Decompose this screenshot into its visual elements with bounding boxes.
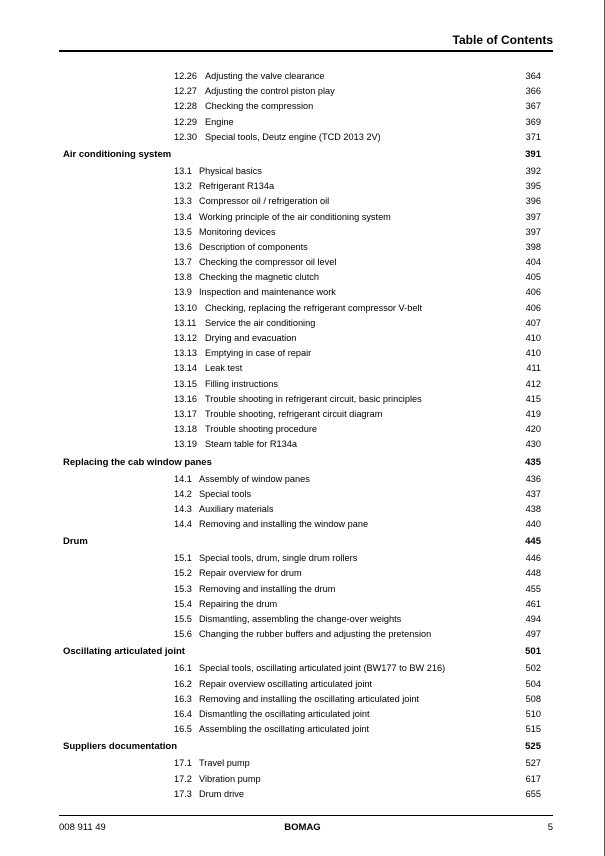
toc-entry[interactable] [0, 772, 605, 787]
toc-entry-page: 455 [525, 583, 541, 594]
toc-entry-number: 13.4 [174, 211, 192, 222]
toc-entry-title: Dismantling the oscillating articulated joint [199, 708, 370, 719]
toc-entry[interactable] [0, 99, 605, 114]
toc-entry-number: 12.30 [174, 131, 197, 142]
toc-entry-page: 420 [525, 424, 541, 435]
toc-entry-page: 397 [525, 211, 541, 222]
toc-entry-page: 398 [525, 241, 541, 252]
toc-entry-title: Drum drive [199, 788, 244, 799]
toc-chapter-title: Suppliers documentation [63, 741, 178, 753]
toc-entry-number: 17.2 [174, 773, 192, 784]
toc-entry-number: 13.3 [174, 196, 192, 207]
toc-entry-title: Assembling the oscillating articulated joint [199, 724, 370, 735]
toc-entry[interactable] [0, 502, 605, 517]
toc-chapter[interactable] [0, 738, 605, 755]
toc-entry-title: Filling instructions [205, 378, 279, 389]
toc-entry-title: Repair overview oscillating articulated joint [199, 678, 373, 689]
toc-entry-page: 461 [525, 598, 541, 609]
toc-chapter[interactable] [0, 146, 605, 163]
toc-entry-number: 17.1 [174, 758, 192, 769]
toc-chapter-title: Drum [63, 536, 88, 548]
toc-entry-number: 15.4 [174, 598, 192, 609]
toc-entry[interactable] [0, 707, 605, 722]
toc-entry-title: Special tools, drum, single drum rollers [199, 553, 358, 564]
toc-entry[interactable] [0, 210, 605, 225]
toc-entry-title: Special tools, Deutz engine (TCD 2013 2V) [205, 131, 381, 142]
toc-entry-number: 12.28 [174, 101, 197, 112]
toc-entry[interactable] [0, 301, 605, 316]
toc-entry[interactable] [0, 255, 605, 270]
toc-entry-title: Refrigerant R134a [199, 181, 275, 192]
toc-entry[interactable] [0, 346, 605, 361]
toc-entry[interactable] [0, 517, 605, 532]
toc-entry[interactable] [0, 130, 605, 145]
toc-entry-number: 13.12 [174, 333, 197, 343]
toc-entry-number: 16.2 [174, 678, 192, 689]
document-number: 008 911 49 [59, 822, 106, 833]
toc-entry-page: 405 [525, 272, 541, 283]
toc-entry[interactable] [0, 270, 605, 285]
toc-entry-title: Special tools, oscillating articulated joint (BW177 to BW 216) [199, 663, 446, 674]
toc-entry[interactable] [0, 566, 605, 581]
toc-entry[interactable] [0, 472, 605, 487]
toc-entry-number: 12.26 [174, 71, 197, 81]
toc-entry-page: 407 [525, 317, 541, 328]
toc-entry-number: 14.1 [174, 473, 192, 484]
toc-entry-title: Travel pump [199, 758, 250, 769]
toc-entry-number: 15.1 [174, 553, 192, 564]
brand-name: BOMAG [284, 822, 321, 833]
toc-entry-title: Emptying in case of repair [205, 348, 312, 359]
toc-chapter-page: 525 [525, 741, 541, 753]
toc-chapter-page: 391 [525, 148, 541, 160]
toc-entry[interactable] [0, 487, 605, 502]
toc-entry-number: 13.10 [174, 302, 197, 313]
toc-entry-page: 438 [525, 503, 541, 514]
toc-entry[interactable] [0, 787, 605, 802]
toc-entry[interactable] [0, 115, 605, 130]
toc-entry[interactable] [0, 84, 605, 99]
toc-entry-number: 13.19 [174, 439, 197, 450]
toc-chapter-title: Oscillating articulated joint [63, 646, 185, 658]
toc-entry-number: 13.11 [174, 317, 197, 328]
toc-entry-number: 17.3 [174, 788, 192, 799]
toc-entry-page: 410 [525, 348, 541, 359]
toc-entry-title: Changing the rubber buffers and adjusting the pretension [199, 629, 432, 640]
toc-entry-number: 16.5 [174, 724, 192, 735]
toc-entry-page: 446 [525, 553, 541, 564]
toc-entry-number: 12.29 [174, 116, 197, 127]
toc-entry-title: Vibration pump [199, 773, 261, 784]
toc-entry-page: 367 [525, 101, 541, 112]
toc-entry[interactable] [0, 627, 605, 642]
toc-entry-number: 14.4 [174, 519, 192, 530]
toc-entry-title: Working principle of the air conditioning system [199, 211, 391, 222]
toc-entry[interactable] [0, 437, 605, 452]
toc-entry-title: Steam table for R134a [205, 439, 297, 450]
toc-entry-page: 371 [525, 131, 541, 142]
toc-entry[interactable] [0, 316, 605, 331]
toc-entry[interactable] [0, 692, 605, 707]
toc-entry-page: 392 [525, 165, 541, 176]
toc-entry-number: 15.2 [174, 568, 192, 579]
toc-entry-title: Drying and evacuation [205, 333, 297, 343]
toc-entry-page: 406 [525, 287, 541, 298]
toc-entry[interactable] [0, 422, 605, 437]
toc-entry-number: 13.18 [174, 424, 197, 435]
toc-entry-page: 410 [525, 333, 541, 343]
toc-entry-title: Repair overview for drum [199, 568, 302, 579]
toc-entry-title: Adjusting the valve clearance [205, 71, 325, 81]
toc-chapter-title: Air conditioning system [63, 148, 172, 160]
toc-entry-page: 369 [525, 116, 541, 127]
toc-entry-page: 406 [525, 302, 541, 313]
toc-entry-title: Repairing the drum [199, 598, 278, 609]
toc-entry-title: Removing and installing the oscillating articulated joint [199, 693, 420, 704]
toc-entry-title: Auxiliary materials [199, 503, 274, 514]
toc-chapter-title: Replacing the cab window panes [63, 456, 212, 468]
toc-entry[interactable] [0, 225, 605, 240]
toc-entry-page: 415 [525, 393, 541, 404]
toc-entry-title: Leak test [205, 363, 243, 374]
toc-entry-page: 436 [525, 473, 541, 484]
toc-entry-number: 13.13 [174, 348, 197, 359]
toc-entry[interactable] [0, 179, 605, 194]
toc-entry-title: Trouble shooting, refrigerant circuit diagram [205, 408, 383, 419]
toc-entry[interactable] [0, 661, 605, 676]
toc-entry[interactable] [0, 756, 605, 771]
toc-entry[interactable] [0, 331, 605, 346]
toc-entry-number: 13.8 [174, 272, 192, 283]
toc-entry-number: 16.3 [174, 693, 192, 704]
toc-entry-number: 13.5 [174, 226, 192, 237]
toc-entry-number: 15.3 [174, 583, 192, 594]
toc-chapter[interactable] [0, 454, 605, 471]
header-rule [59, 50, 553, 52]
toc-entry-title: Inspection and maintenance work [199, 287, 336, 298]
toc-entry[interactable] [0, 582, 605, 597]
toc-entry-title: Removing and installing the window pane [199, 519, 369, 530]
toc-entry-page: 527 [525, 758, 541, 769]
toc-entry-number: 13.14 [174, 363, 197, 374]
toc-entry-title: Description of components [199, 241, 308, 252]
toc-entry-number: 13.15 [174, 378, 197, 389]
toc-entry-page: 617 [525, 773, 541, 784]
toc-entry[interactable] [0, 612, 605, 627]
toc-entry-page: 502 [525, 663, 541, 674]
toc-entry[interactable] [0, 69, 605, 84]
toc-entry-page: 497 [525, 629, 541, 640]
toc-entry-title: Physical basics [199, 165, 262, 176]
toc-entry-page: 397 [525, 226, 541, 237]
toc-entry-page: 655 [525, 788, 541, 799]
page-header-title: Table of Contents [452, 33, 553, 47]
toc-entry-number: 16.1 [174, 663, 192, 674]
toc-entry-title: Adjusting the control piston play [205, 86, 335, 97]
toc-chapter[interactable] [0, 643, 605, 660]
page-number: 5 [547, 822, 553, 833]
toc-entry-number: 12.27 [174, 86, 197, 97]
toc-chapter[interactable] [0, 533, 605, 550]
toc-entry-page: 508 [525, 693, 541, 704]
toc-chapter-page: 435 [525, 456, 541, 468]
toc-entry-page: 515 [525, 724, 541, 735]
toc-entry-number: 15.6 [174, 629, 192, 640]
toc-entry[interactable] [0, 722, 605, 737]
toc-entry-page: 510 [525, 708, 541, 719]
toc-entry-number: 14.2 [174, 488, 192, 499]
toc-entry-page: 396 [525, 196, 541, 207]
toc-entry-number: 13.7 [174, 257, 192, 268]
toc-entry-page: 364 [525, 71, 541, 81]
toc-entry-title: Checking the magnetic clutch [199, 272, 320, 283]
toc-entry[interactable] [0, 677, 605, 692]
toc-entry-number: 13.2 [174, 181, 192, 192]
toc-entry-title: Special tools [199, 488, 252, 499]
toc-entry-page: 430 [525, 439, 541, 450]
toc-entry[interactable] [0, 285, 605, 300]
table-of-contents [0, 69, 605, 802]
toc-entry-page: 366 [525, 86, 541, 97]
toc-entry-number: 13.17 [174, 408, 197, 419]
toc-entry-title: Trouble shooting in refrigerant circuit, basic principles [205, 393, 422, 404]
toc-entry-title: Trouble shooting procedure [205, 424, 318, 435]
toc-entry-number: 13.6 [174, 241, 192, 252]
toc-entry-number: 16.4 [174, 708, 192, 719]
toc-entry[interactable] [0, 361, 605, 376]
toc-entry-title: Checking the compression [205, 101, 314, 112]
toc-entry[interactable] [0, 240, 605, 255]
toc-entry-title: Assembly of window panes [199, 473, 310, 484]
toc-entry-title: Removing and installing the drum [199, 583, 336, 594]
toc-entry-title: Engine [205, 116, 234, 127]
toc-entry-page: 412 [525, 378, 541, 389]
toc-entry-number: 13.16 [174, 393, 197, 404]
toc-entry-title: Compressor oil / refrigeration oil [199, 196, 330, 207]
toc-entry-number: 15.5 [174, 614, 192, 624]
toc-entry[interactable] [0, 597, 605, 612]
toc-entry-title: Checking, replacing the refrigerant compressor V-belt [205, 302, 423, 313]
footer-rule [59, 815, 553, 816]
toc-entry[interactable] [0, 551, 605, 566]
toc-entry[interactable] [0, 377, 605, 392]
toc-entry-page: 504 [525, 678, 541, 689]
toc-entry-page: 419 [525, 408, 541, 419]
toc-entry[interactable] [0, 164, 605, 179]
toc-entry-page: 437 [525, 488, 541, 499]
toc-entry[interactable] [0, 194, 605, 209]
toc-entry-page: 448 [525, 568, 541, 579]
toc-entry-page: 494 [525, 614, 541, 624]
toc-chapter-page: 501 [525, 646, 541, 658]
toc-chapter-page: 445 [525, 536, 541, 548]
toc-entry-number: 13.1 [174, 165, 192, 176]
toc-entry-number: 14.3 [174, 503, 192, 514]
toc-entry-number: 13.9 [174, 287, 192, 298]
toc-entry-title: Service the air conditioning [205, 317, 316, 328]
toc-entry-page: 411 [526, 363, 541, 374]
toc-entry-page: 404 [525, 257, 541, 268]
toc-entry-title: Dismantling, assembling the change-over weights [199, 614, 402, 624]
toc-entry-page: 440 [525, 519, 541, 530]
toc-entry[interactable] [0, 392, 605, 407]
toc-entry-page: 395 [525, 181, 541, 192]
toc-entry-title: Monitoring devices [199, 226, 276, 237]
toc-entry-title: Checking the compressor oil level [199, 257, 337, 268]
toc-entry[interactable] [0, 407, 605, 422]
